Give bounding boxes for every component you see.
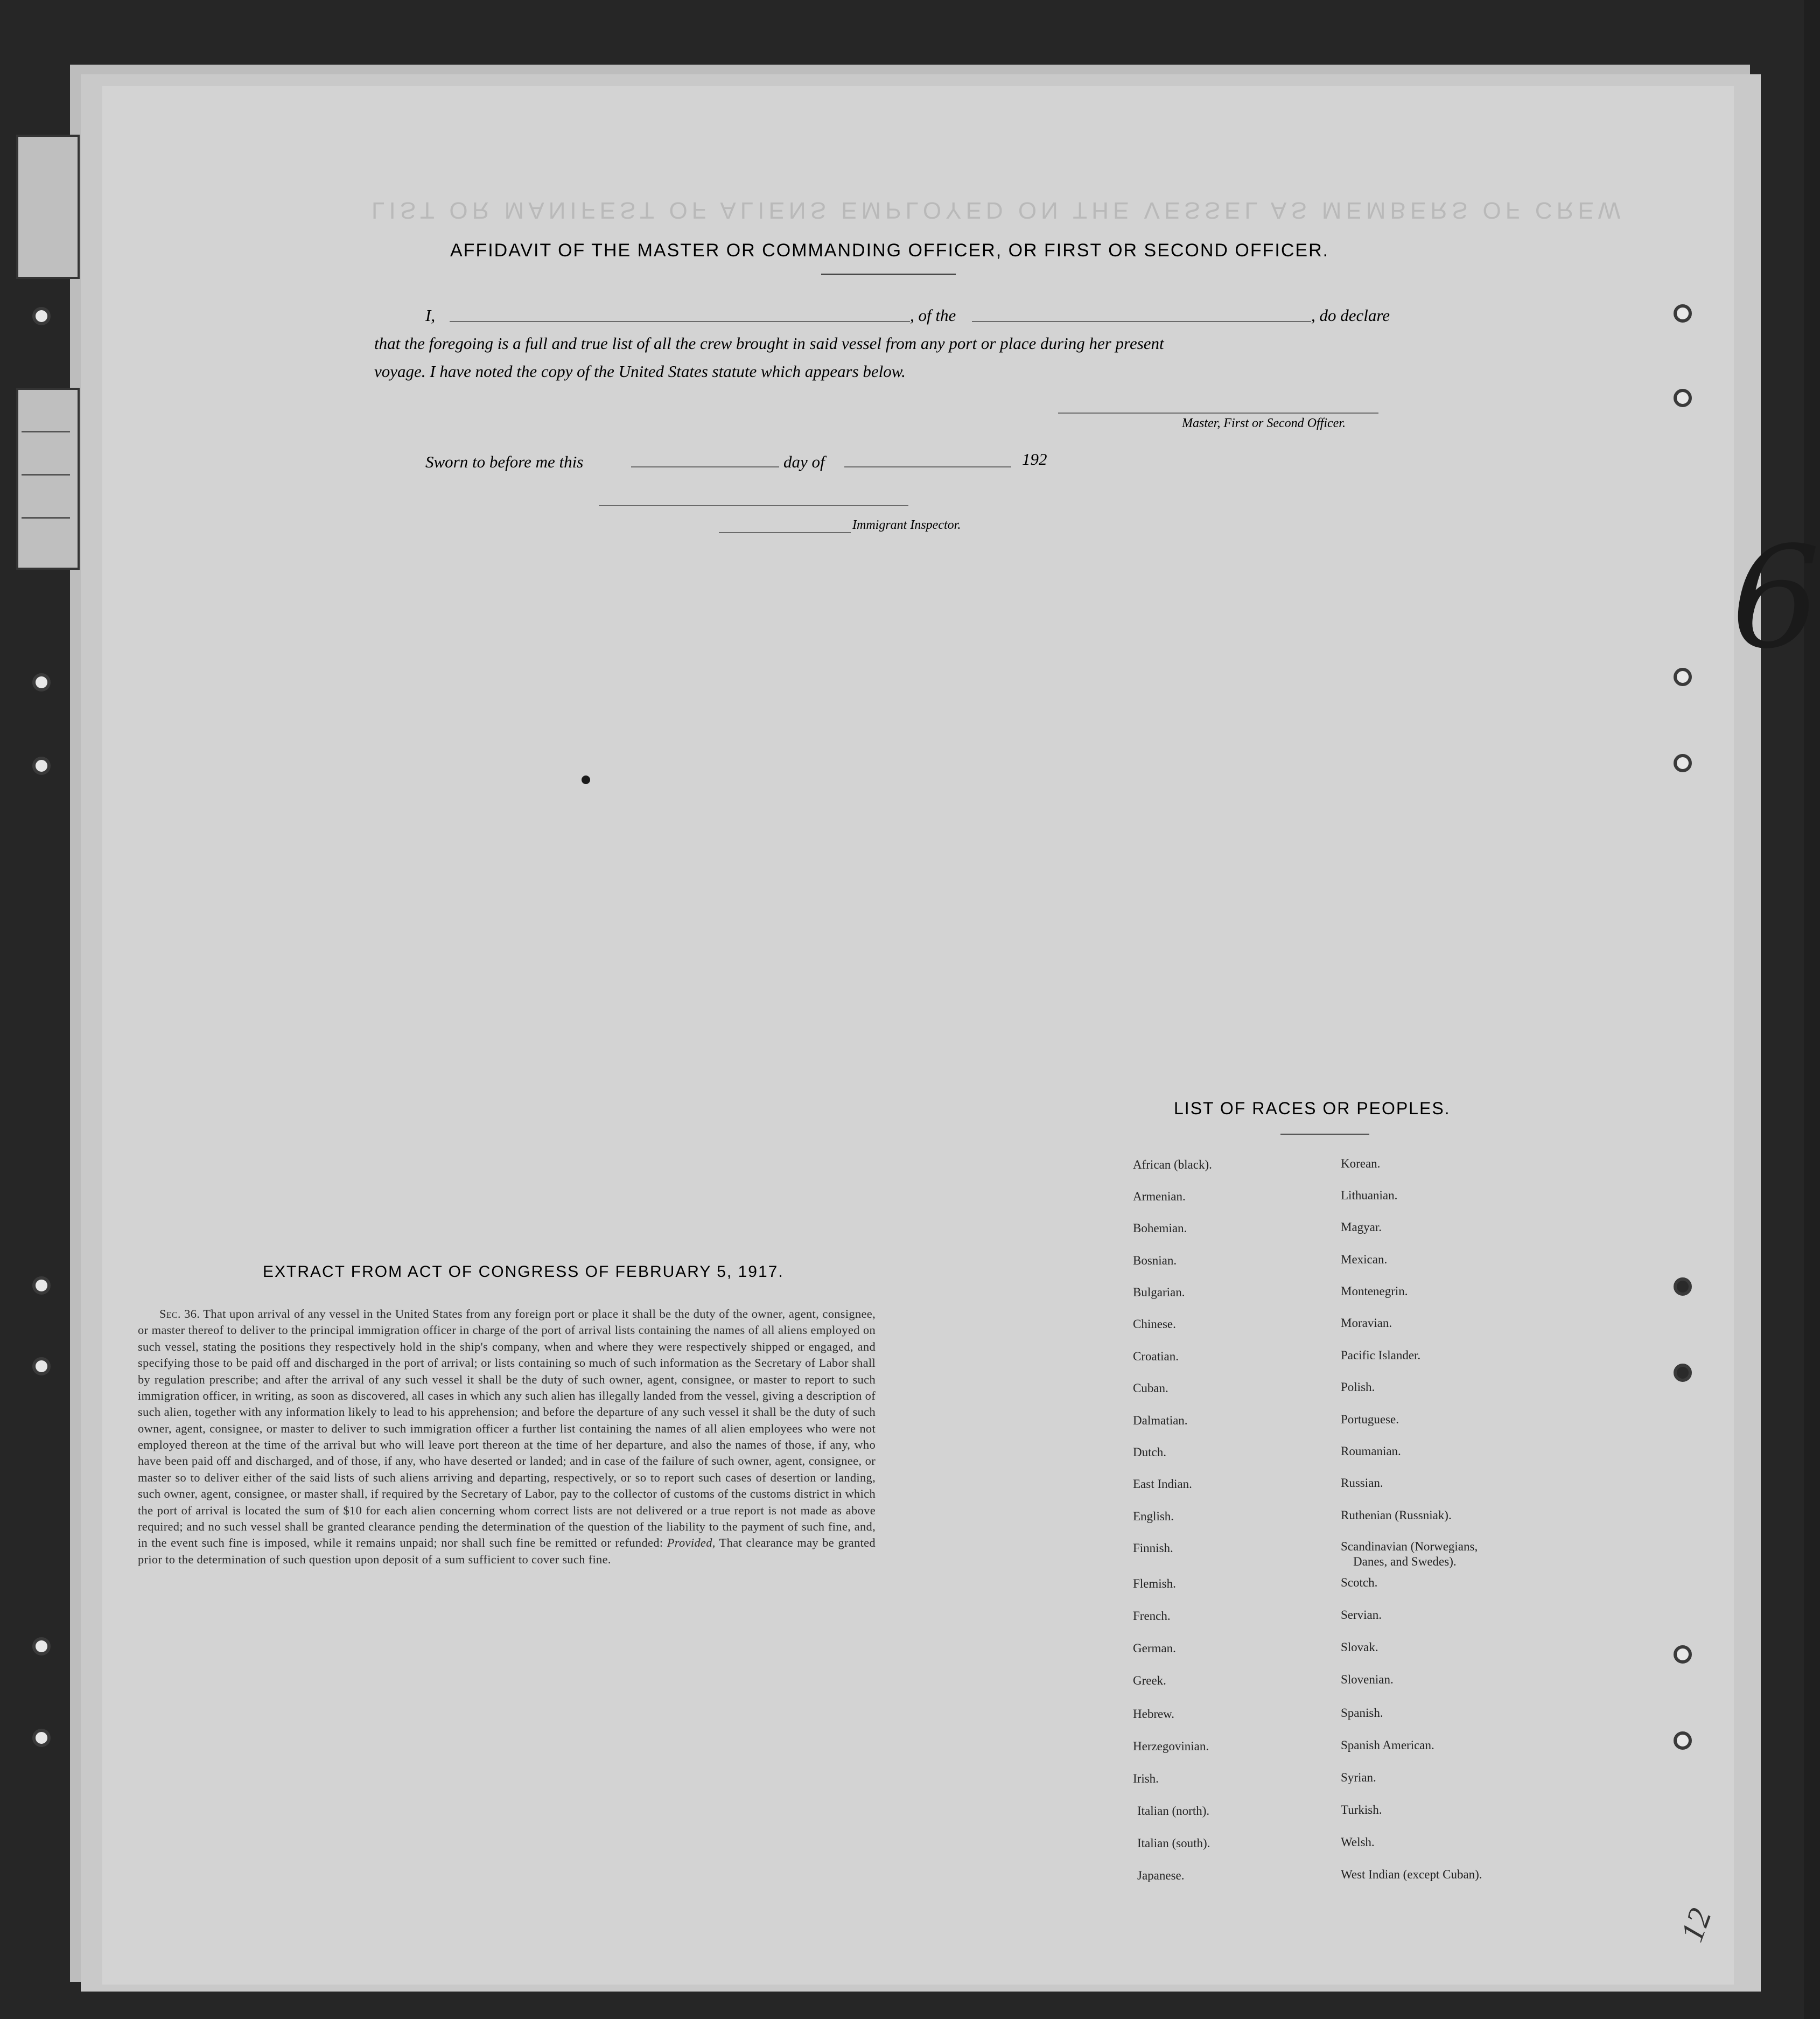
race-item: Korean. <box>1341 1157 1381 1170</box>
race-item: East Indian. <box>1133 1477 1192 1491</box>
signature-line <box>1058 413 1378 414</box>
signature-caption: Master, First or Second Officer. <box>1182 416 1346 430</box>
race-item: Italian (south). <box>1137 1836 1210 1850</box>
race-item: Montenegrin. <box>1341 1284 1408 1298</box>
race-item: Lithuanian. <box>1341 1189 1398 1202</box>
race-item: Pacific Islander. <box>1341 1349 1421 1362</box>
do-declare-label: , do declare <box>1311 306 1390 325</box>
index-tab <box>16 135 80 279</box>
binder-hole <box>32 307 51 325</box>
race-item: Dalmatian. <box>1133 1414 1188 1427</box>
race-item: Magyar. <box>1341 1220 1382 1234</box>
day-blank <box>631 466 779 467</box>
section-body: That upon arrival of any vessel in the United States from any foreign port or place it shall be the duty of the owner, agent, consignee, or master thereof to deliver to the principal immigration officer in charge of the port of arrival lists containing the names of all aliens employed on such vessel, stating the positions they respectively hold in the ship's company, when and where they were respectively shipped or engaged, and specifying those to be paid off and discharged in the port of arrival; or lists containing so much of such information as the Secretary of Labor shall by regulation prescribe; and after the arrival of any such vessel it shall be the duty of such owner, agent, consignee, or master to report to such immigration officer, in writing, as soon as discovered, all cases in which any such alien has illegally landed from the vessel, giving a description of such alien, together with any information likely to lead to his apprehension; and before the departure of any such vessel it shall be the duty of such owner, agent, consignee, or master to deliver to such immigration officer a further list containing the names of all alien employees who were not employed thereon at the time of the arrival but who will leave port thereon at the time of her departure, and also the names of those, if any, who have been paid off and discharged, and of those, if any, who have deserted or landed; and in case of the failure of such owner, agent, consignee, or master so to deliver either of the said lists of such aliens arriving and departing, respectively, or so to report such cases of desertion or landing, such owner, agent, consignee, or master shall, if required by the Secretary of Labor, pay to the collector of customs of the customs district in which the port of arrival is located the sum of $10 for each alien concerning whom correct lists are not delivered or a true report is not made as above required; and no such vessel shall be granted clearance pending the determination of the question of the liability to the payment of such fine, and, in the event such fine is imposed, while it remains unpaid; nor shall such fine be remitted or refunded: <box>138 1307 876 1550</box>
section-36-text <box>138 1306 876 1568</box>
binder-hole <box>32 673 51 691</box>
section-label: Sec. 36. <box>159 1307 200 1321</box>
provided-label: Provided, <box>667 1536 716 1550</box>
binder-hole <box>1674 1277 1692 1296</box>
binder-hole <box>32 1729 51 1747</box>
year-prefix: 192 <box>1022 450 1047 469</box>
binder-hole <box>1674 1645 1692 1664</box>
sworn-label: Sworn to before me this <box>425 452 584 471</box>
name-blank <box>450 321 910 322</box>
race-item: French. <box>1133 1609 1171 1623</box>
i-label: I, <box>425 306 436 325</box>
race-item: Armenian. <box>1133 1190 1186 1203</box>
affidavit-body-line2: voyage. I have noted the copy of the United States statute which appears below. <box>374 362 906 381</box>
ink-blot <box>582 776 590 784</box>
race-item: Croatian. <box>1133 1350 1179 1363</box>
bleed-through-text: LIST OR MANIFEST OF ALIENS EMPLOYED ON THE VESSEL AS MEMBERS OF CREW <box>372 197 1625 223</box>
race-item: Mexican. <box>1341 1253 1388 1266</box>
binder-hole <box>1674 754 1692 772</box>
race-item: Japanese. <box>1137 1869 1185 1882</box>
binder-hole <box>1674 304 1692 323</box>
tab-line <box>22 431 70 432</box>
race-item: Irish. <box>1133 1772 1159 1785</box>
race-item: Italian (north). <box>1137 1804 1210 1818</box>
race-item: Bosnian. <box>1133 1254 1177 1267</box>
race-item: Spanish. <box>1341 1706 1383 1720</box>
race-item: Chinese. <box>1133 1317 1176 1331</box>
inspector-line-short <box>719 532 851 533</box>
race-item: Syrian. <box>1341 1771 1376 1784</box>
handwritten-mark: 6 <box>1731 517 1820 680</box>
affidavit-title: AFFIDAVIT OF THE MASTER OR COMMANDING OFFICER, OR FIRST OR SECOND OFFICER. <box>450 240 1329 261</box>
race-item: Welsh. <box>1341 1835 1375 1849</box>
month-blank <box>844 466 1011 467</box>
race-item: Portuguese. <box>1341 1413 1399 1426</box>
title-rule <box>821 274 956 275</box>
affidavit-body-line1: that the foregoing is a full and true list of all the crew brought in said vessel from any port or place during her present <box>374 334 1164 353</box>
race-item: Polish. <box>1341 1380 1375 1394</box>
race-item: Herzegovinian. <box>1133 1739 1209 1753</box>
race-item: African (black). <box>1133 1158 1212 1171</box>
race-item: Greek. <box>1133 1674 1166 1687</box>
index-card-tab <box>16 388 80 570</box>
handwritten-page-number: 12 <box>1674 1903 1718 1946</box>
race-item: Turkish. <box>1341 1803 1382 1817</box>
race-item: Scandinavian (Norwegians, Danes, and Swedes). <box>1341 1540 1478 1568</box>
tab-line <box>22 474 70 476</box>
binder-hole <box>1674 668 1692 686</box>
of-the-label: , of the <box>910 306 956 325</box>
race-item: Bohemian. <box>1133 1221 1187 1235</box>
inspector-line <box>599 505 908 506</box>
binder-hole <box>1674 1364 1692 1382</box>
binder-hole <box>32 1276 51 1295</box>
race-item: Cuban. <box>1133 1381 1168 1395</box>
binder-hole <box>1674 1731 1692 1750</box>
binder-hole <box>1674 389 1692 407</box>
race-item: Servian. <box>1341 1608 1382 1622</box>
provided-text: That clearance may be granted prior to the determination of such question upon deposit of a sum sufficient to cover such fine. <box>138 1536 876 1566</box>
day-of-label: day of <box>783 452 825 471</box>
races-title: LIST OF RACES OR PEOPLES. <box>1174 1099 1451 1118</box>
race-item: Roumanian. <box>1341 1444 1401 1458</box>
form-page <box>102 86 1734 1985</box>
race-item: Ruthenian (Russniak). <box>1341 1508 1452 1522</box>
extract-title: EXTRACT FROM ACT OF CONGRESS OF FEBRUARY 5, 1917. <box>263 1263 784 1281</box>
race-item: Slovenian. <box>1341 1673 1394 1686</box>
race-item: German. <box>1133 1641 1176 1655</box>
race-item: Finnish. <box>1133 1541 1173 1555</box>
race-item: English. <box>1133 1510 1174 1523</box>
race-item: Russian. <box>1341 1476 1383 1490</box>
race-item: Slovak. <box>1341 1640 1378 1654</box>
race-item: Bulgarian. <box>1133 1286 1185 1299</box>
race-item: Scotch. <box>1341 1576 1378 1589</box>
binder-hole <box>32 1357 51 1375</box>
vessel-blank <box>972 321 1311 322</box>
races-title-rule <box>1280 1134 1369 1135</box>
race-item: Hebrew. <box>1133 1707 1175 1721</box>
race-item: Spanish American. <box>1341 1738 1434 1752</box>
binder-hole <box>32 1637 51 1655</box>
tab-line <box>22 517 70 519</box>
race-item: Flemish. <box>1133 1577 1176 1590</box>
binder-hole <box>32 757 51 775</box>
race-item: Moravian. <box>1341 1316 1392 1330</box>
race-item: West Indian (except Cuban). <box>1341 1868 1482 1881</box>
inspector-caption: Immigrant Inspector. <box>852 518 961 532</box>
race-item: Dutch. <box>1133 1445 1166 1459</box>
